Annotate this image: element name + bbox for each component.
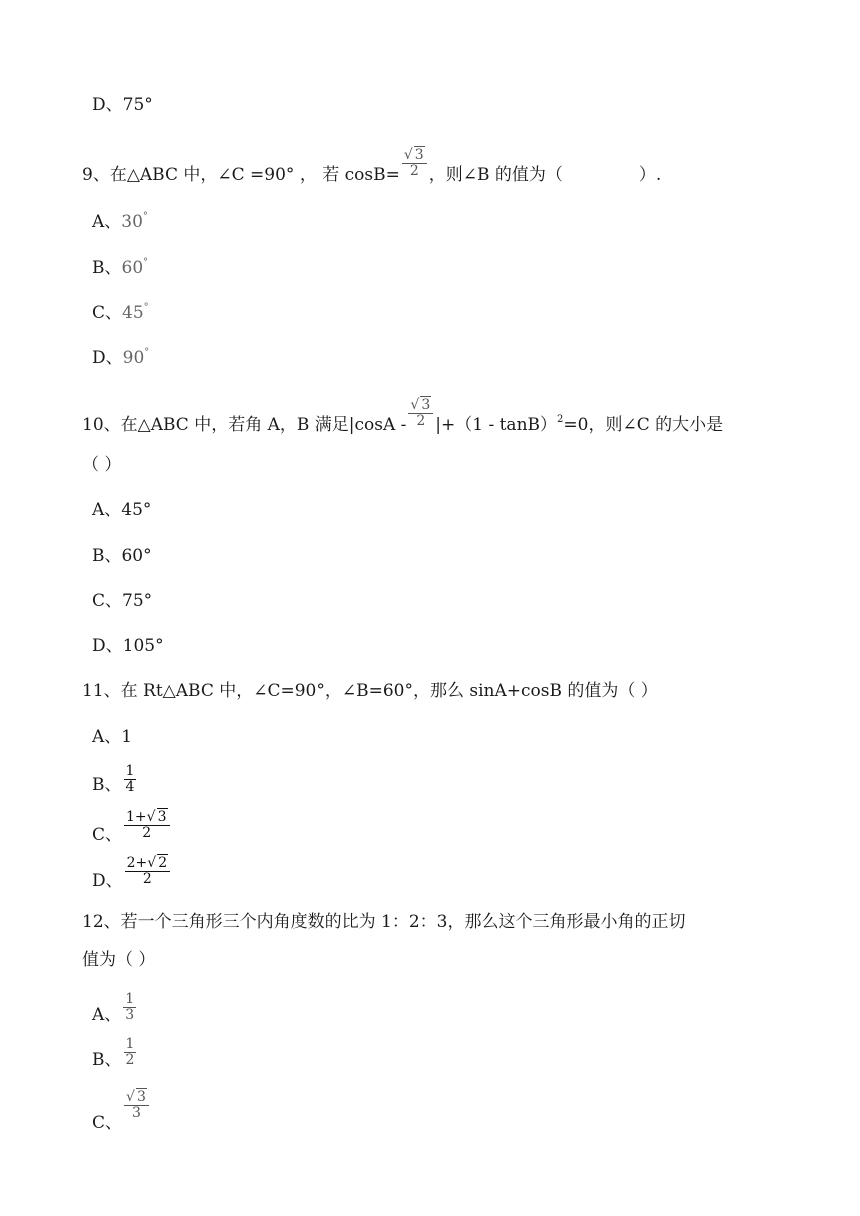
q10-middle: |+（1 - tanB）	[435, 415, 558, 435]
q12-option-a: A、 $\frac{1}{3}$	[92, 991, 135, 1025]
q9-end: ）.	[638, 165, 662, 185]
q10-option-b: B、60°	[92, 546, 152, 566]
q11-stem: 11、在 Rt△ABC 中，∠C=90°，∠B=60°，那么 sinA+cosB 的值为（ ）	[82, 681, 658, 701]
q12-option-c-fraction: $\frac{√ 3}{3}$	[124, 1090, 149, 1121]
q11-option-c-fraction: $\frac{1+√ 3}{2}$	[124, 810, 169, 841]
q9-option-a: A、30°	[92, 211, 148, 232]
q9-stem	[82, 147, 662, 191]
q11-option-d-fraction: $\frac{2+√ 2}{2}$	[125, 856, 170, 887]
q10-option-a: A、45°	[92, 500, 152, 520]
q11-option-b: B、 $\frac{1}{4}$	[92, 763, 135, 795]
q11-option-c: C、 $\frac{1+√ 3}{2}$	[92, 820, 172, 851]
q10-suffix: =0，则∠C 的大小是	[563, 415, 724, 435]
q9-option-b: B、60°	[92, 257, 149, 278]
q12-option-b-fraction: $\frac{1}{2}$	[125, 1036, 135, 1068]
q10-option-d: D、105°	[92, 636, 164, 656]
q11-option-a: A、1	[92, 727, 133, 747]
q8-option-d: D、75°	[92, 95, 153, 115]
q12-option-a-fraction: $\frac{1}{3}$	[125, 991, 135, 1023]
q12-option-b: B、 $\frac{1}{2}$	[92, 1036, 135, 1070]
q9-option-d: D、90°	[92, 347, 150, 368]
q11-option-b-fraction: $\frac{1}{4}$	[125, 763, 135, 795]
q10-stem	[82, 397, 724, 441]
q10-option-c: C、75°	[92, 591, 153, 611]
q9-prefix: 9、在△ABC 中，∠C =90° ， 若 cosB=	[82, 165, 400, 185]
q10-exponent: 2	[557, 414, 564, 425]
q9-option-c: C、45°	[92, 302, 149, 323]
q10-fraction: $\frac{√ 3}{2}$	[408, 398, 433, 429]
q12-option-c: C、 $\frac{√ 3}{3}$	[92, 1108, 151, 1139]
q10-prefix: 10、在△ABC 中，若角 A，B 满足|cosA -	[82, 415, 407, 435]
q12-stem: 12、若一个三角形三个内角度数的比为 1：2：3，那么这个三角形最小角的正切	[82, 912, 686, 932]
q12-stem-line2: 值为（ ）	[82, 950, 156, 970]
q9-suffix: ，则∠B 的值为（	[428, 165, 563, 185]
q11-option-d: D、 $\frac{2+√ 2}{2}$	[92, 866, 172, 897]
q10-stem-line2: （ ）	[82, 455, 122, 475]
q9-fraction: $\frac{√ 3}{2}$	[402, 148, 427, 179]
